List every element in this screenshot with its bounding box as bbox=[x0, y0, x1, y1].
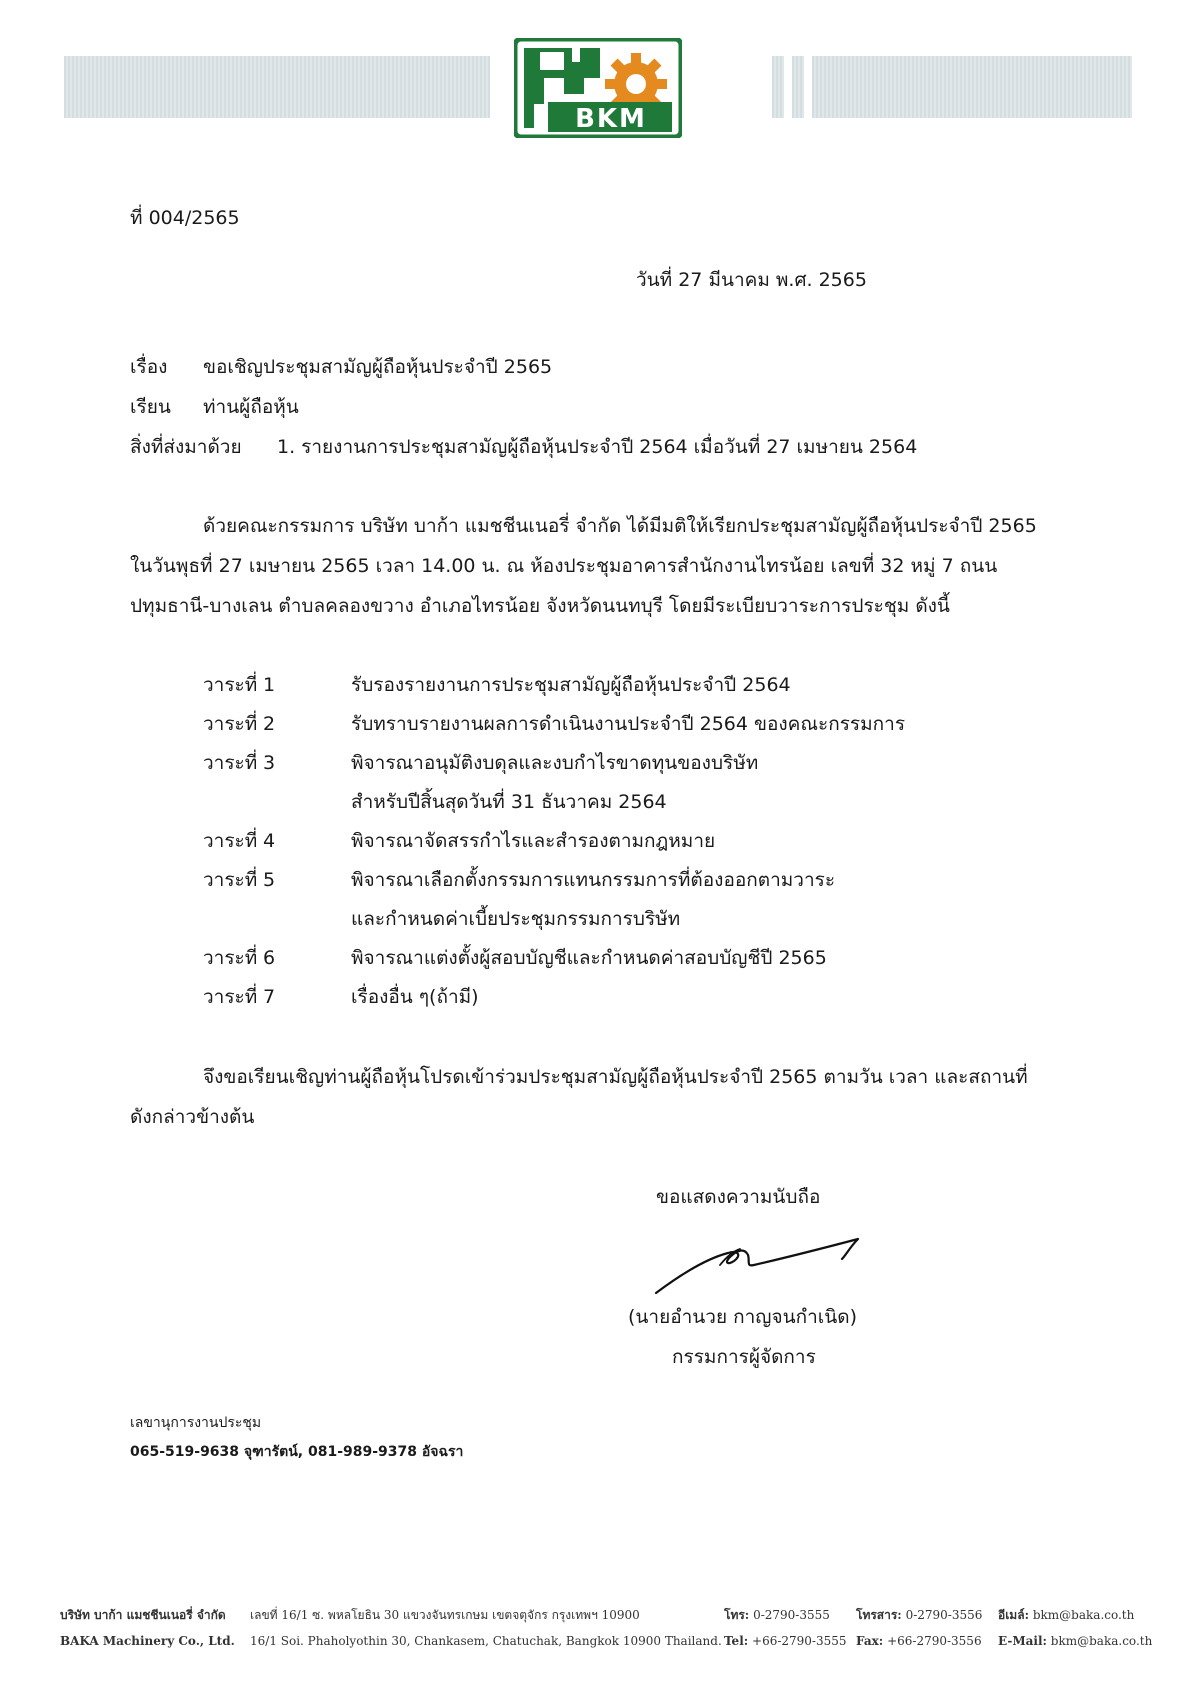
agenda-item bbox=[203, 829, 715, 853]
agenda-item-continuation: สำหรับปีสิ้นสุดวันที่ 31 ธันวาคม 2564 bbox=[351, 791, 667, 813]
agenda-number: 2 bbox=[263, 713, 276, 735]
agenda-text: รับรองรายงานการประชุมสามัญผู้ถือหุ้นประจำปี 2564 bbox=[351, 674, 791, 696]
agenda-text: พิจารณาจัดสรรกำไรและสำรองตามกฎหมาย bbox=[351, 830, 716, 852]
footer-address-en: 16/1 Soi. Phaholyothin 30, Chankasem, Chatuchak, Bangkok 10900 Thailand. bbox=[250, 1634, 722, 1648]
footer-tel-en-value: +66-2790-3555 bbox=[752, 1634, 847, 1648]
agenda-label: วาระที่ bbox=[203, 752, 258, 774]
agenda-item bbox=[203, 985, 479, 1009]
to-label: เรียน bbox=[130, 396, 171, 418]
footer-fax-en-value: +66-2790-3556 bbox=[887, 1634, 982, 1648]
subject-text: ขอเชิญประชุมสามัญผู้ถือหุ้นประจำปี 2565 bbox=[203, 356, 553, 378]
reference-number: ที่ 004/2565 bbox=[130, 207, 240, 229]
secretary-label: เลขานุการงานประชุม bbox=[130, 1415, 262, 1431]
body-line-2: ในวันพุธที่ 27 เมษายน 2565 เวลา 14.00 น. ณ ห้องประชุมอาคารสำนักงานไทรน้อย เลขที่ 32 หมู่ 7 ถนน bbox=[130, 555, 998, 577]
footer-email-en bbox=[998, 1633, 1152, 1649]
agenda-label: วาระที่ bbox=[203, 986, 258, 1008]
agenda-text: รับทราบรายงานผลการดำเนินงานประจำปี 2564 ของคณะกรรมการ bbox=[351, 713, 906, 735]
footer-fax-en bbox=[856, 1633, 982, 1649]
letter-date: วันที่ 27 มีนาคม พ.ศ. 2565 bbox=[636, 269, 867, 291]
agenda-item bbox=[203, 712, 905, 736]
footer-email-en-label: E-Mail: bbox=[998, 1634, 1047, 1648]
secretary-contact: 065-519-9638 จุฑารัตน์, 081-989-9378 อัจฉรา bbox=[130, 1444, 464, 1460]
regards-text: ขอแสดงความนับถือ bbox=[656, 1186, 821, 1208]
footer-fax-th-label: โทรสาร: bbox=[856, 1608, 902, 1622]
agenda-item bbox=[203, 868, 835, 892]
footer-fax-th bbox=[856, 1607, 982, 1623]
body-line-1: ด้วยคณะกรรมการ บริษัท บาก้า แมชชีนเนอรี่ จำกัด ได้มีมติให้เรียกประชุมสามัญผู้ถือหุ้นประจำปี 2565 bbox=[203, 515, 1037, 537]
footer-tel-en bbox=[724, 1633, 847, 1649]
agenda-number: 4 bbox=[263, 830, 276, 852]
footer-email-th-value: bkm@baka.co.th bbox=[1032, 1608, 1135, 1622]
agenda-label: วาระที่ bbox=[203, 713, 258, 735]
footer-address-th: เลขที่ 16/1 ซ. พหลโยธิน 30 แขวงจันทรเกษม เขตจตุจักร กรุงเทพฯ 10900 bbox=[250, 1608, 640, 1622]
agenda-text: เรื่องอื่น ๆ(ถ้ามี) bbox=[351, 986, 479, 1008]
body-line-3: ปทุมธานี-บางเลน ตำบลคลองขวาง อำเภอไทรน้อย จังหวัดนนทบุรี โดยมีระเบียบวาระการประชุม ดังนี้ bbox=[130, 595, 950, 617]
agenda-number: 3 bbox=[263, 752, 276, 774]
signer-title: กรรมการผู้จัดการ bbox=[672, 1346, 816, 1368]
agenda-number: 6 bbox=[263, 947, 276, 969]
agenda-text: พิจารณาอนุมัติงบดุลและงบกำไรขาดทุนของบริษัท bbox=[351, 752, 759, 774]
header-band-segment bbox=[792, 56, 804, 118]
header-band-segment bbox=[772, 56, 784, 118]
to-text: ท่านผู้ถือหุ้น bbox=[203, 396, 299, 418]
agenda-label: วาระที่ bbox=[203, 830, 258, 852]
closing-line-2: ดังกล่าวข้างต้น bbox=[130, 1106, 255, 1128]
subject-label: เรื่อง bbox=[130, 356, 168, 378]
header-band-right bbox=[812, 56, 1132, 118]
agenda-text: พิจารณาเลือกตั้งกรรมการแทนกรรมการที่ต้องออกตามวาระ bbox=[351, 869, 836, 891]
footer-tel-en-label: Tel: bbox=[724, 1634, 749, 1648]
signature-image bbox=[650, 1225, 865, 1300]
agenda-item bbox=[203, 673, 791, 697]
header-band-left bbox=[64, 56, 490, 118]
footer-fax-th-value: 0-2790-3556 bbox=[905, 1608, 983, 1622]
agenda-label: วาระที่ bbox=[203, 869, 258, 891]
footer-company-th: บริษัท บาก้า แมชชีนเนอรี่ จำกัด bbox=[60, 1608, 226, 1622]
agenda-text: พิจารณาแต่งตั้งผู้สอบบัญชีและกำหนดค่าสอบบัญชีปี 2565 bbox=[351, 947, 827, 969]
closing-line-1: จึงขอเรียนเชิญท่านผู้ถือหุ้นโปรดเข้าร่วมประชุมสามัญผู้ถือหุ้นประจำปี 2565 ตามวัน เวลา และสถานที่ bbox=[203, 1066, 1028, 1088]
footer-email-th bbox=[998, 1607, 1134, 1623]
agenda-number: 1 bbox=[263, 674, 276, 696]
footer-email-en-value: bkm@baka.co.th bbox=[1050, 1634, 1153, 1648]
footer-fax-en-label: Fax: bbox=[856, 1634, 884, 1648]
agenda-number: 7 bbox=[263, 986, 276, 1008]
footer-tel-th bbox=[724, 1607, 830, 1623]
enclosure-text: 1. รายงานการประชุมสามัญผู้ถือหุ้นประจำปี 2564 เมื่อวันที่ 27 เมษายน 2564 bbox=[277, 436, 918, 458]
signer-name: (นายอำนวย กาญจนกำเนิด) bbox=[628, 1306, 858, 1328]
agenda-number: 5 bbox=[263, 869, 276, 891]
footer-company-en: BAKA Machinery Co., Ltd. bbox=[60, 1634, 235, 1648]
agenda-label: วาระที่ bbox=[203, 674, 258, 696]
agenda-item bbox=[203, 751, 758, 775]
footer-tel-th-value: 0-2790-3555 bbox=[753, 1608, 830, 1622]
footer-tel-th-label: โทร: bbox=[724, 1608, 750, 1622]
agenda-item-continuation: และกำหนดค่าเบี้ยประชุมกรรมการบริษัท bbox=[351, 908, 681, 930]
agenda-item bbox=[203, 946, 827, 970]
footer-email-th-label: อีเมล์: bbox=[998, 1608, 1030, 1622]
enclosure-label: สิ่งที่ส่งมาด้วย bbox=[130, 436, 242, 458]
logo-text: BKM bbox=[575, 104, 647, 134]
agenda-label: วาระที่ bbox=[203, 947, 258, 969]
